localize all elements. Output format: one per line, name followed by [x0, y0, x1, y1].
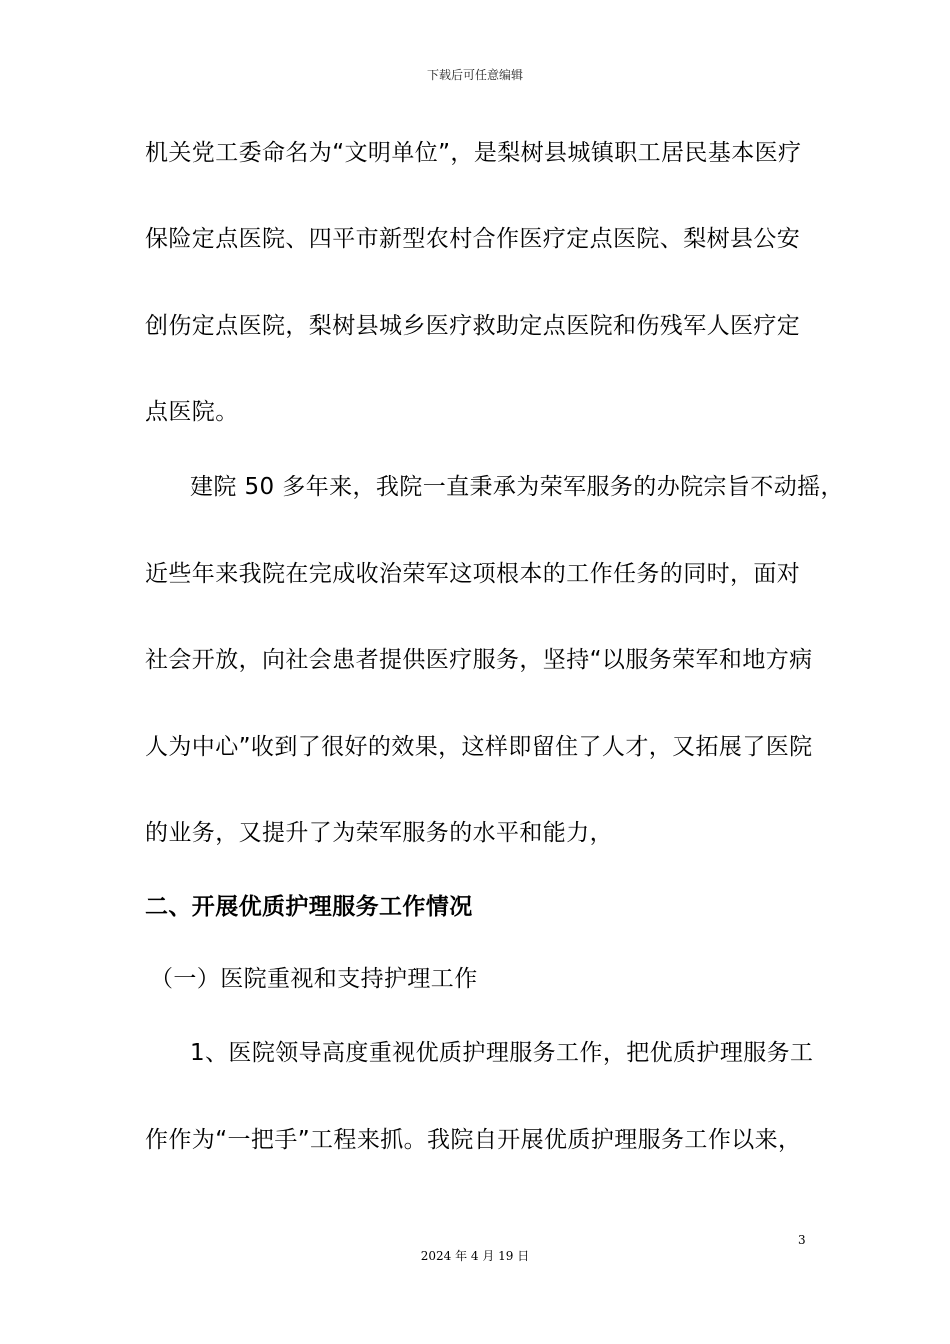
footer-date: 2024 年 4 月 19 日 — [420, 1249, 530, 1263]
section-heading: 二、开展优质护理服务工作情况 — [145, 894, 473, 920]
body-line: 作作为“一把手”工程来抓。我院自开展优质护理服务工作以来， — [145, 1127, 802, 1153]
body-line: 人为中心”收到了很好的效果，这样即留住了人才，又拓展了医院 — [145, 734, 813, 760]
body-line: 机关党工委命名为“文明单位”，是梨树县城镇职工居民基本医疗 — [145, 140, 802, 166]
body-line: 建院 50 多年来，我院一直秉承为荣军服务的办院宗旨不动摇， — [190, 474, 844, 500]
body-line: 社会开放，向社会患者提供医疗服务，坚持“以服务荣军和地方病 — [145, 647, 813, 673]
body-line: 近些年来我院在完成收治荣军这项根本的工作任务的同时，面对 — [145, 561, 801, 587]
body-line: 保险定点医院、四平市新型农村合作医疗定点医院、梨树县公安 — [145, 226, 801, 252]
body-line: 创伤定点医院，梨树县城乡医疗救助定点医院和伤残军人医疗定 — [145, 313, 801, 339]
header-note: 下载后可任意编辑 — [426, 68, 523, 82]
body-line: 1、医院领导高度重视优质护理服务工作，把优质护理服务工 — [190, 1040, 814, 1066]
subsection-heading: （一）医院重视和支持护理工作 — [150, 966, 478, 992]
page-number: 3 — [798, 1233, 806, 1247]
body-line: 点医院。 — [145, 399, 239, 425]
body-line: 的业务，又提升了为荣军服务的水平和能力， — [145, 820, 613, 846]
